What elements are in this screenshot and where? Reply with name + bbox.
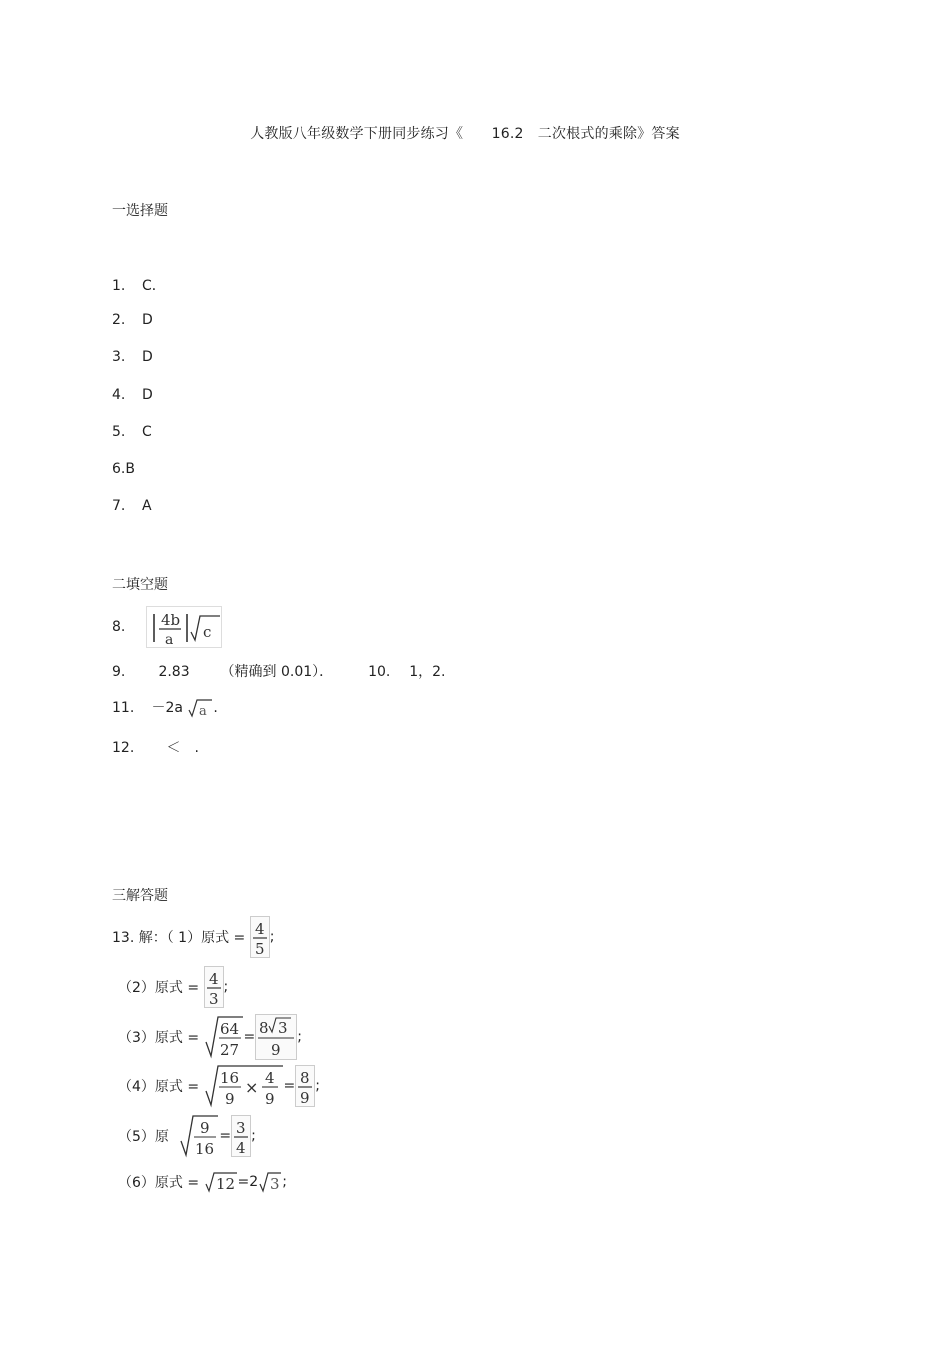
sqrt-16-9-times-4-9-image — [204, 1063, 284, 1109]
svg-text:64: 64 — [219, 1020, 239, 1038]
answer-13-5: （5）原 9 16 = 3 4 ; — [118, 1113, 256, 1159]
answer-9-value: 2.83 — [158, 664, 190, 680]
section-heading-fill: 二填空题 — [112, 577, 168, 593]
svg-text:9: 9 — [264, 1090, 275, 1108]
answer-6: 6.B — [112, 461, 135, 477]
fraction-4-5-image — [250, 916, 270, 958]
answer-8: 8. 4b a c — [112, 606, 222, 648]
svg-text:5: 5 — [254, 940, 265, 958]
fraction-8-9-image — [295, 1065, 315, 1107]
svg-text:9: 9 — [271, 1041, 281, 1059]
answer-13-1: 13. 解：（ 1）原式 = 4 5 ; — [112, 916, 274, 958]
svg-text:4b: 4b — [161, 611, 181, 629]
svg-text:3: 3 — [236, 1119, 246, 1137]
svg-text:4: 4 — [208, 970, 219, 988]
svg-text:9: 9 — [300, 1089, 310, 1107]
svg-text:12: 12 — [215, 1175, 235, 1193]
page-title: 人教版八年级数学下册同步练习《 16.2 二次根式的乘除》答案 — [250, 126, 680, 142]
svg-text:3: 3 — [270, 1175, 280, 1193]
answer-9-10: 9. 2.83 （精确到 0.01）． 10. 1，2. — [112, 664, 446, 680]
fraction-4-3-image — [204, 966, 224, 1008]
answer-3: 3. D — [112, 349, 153, 365]
answer-7: 7. A — [112, 498, 152, 514]
svg-text:8: 8 — [300, 1069, 310, 1087]
answer-10-text: 1，2. — [409, 664, 446, 680]
sqrt-9-16-image — [179, 1113, 219, 1159]
svg-text:16: 16 — [219, 1069, 239, 1087]
svg-text:a: a — [199, 704, 208, 719]
svg-text:9: 9 — [224, 1090, 235, 1108]
answer-4: 4. D — [112, 387, 153, 403]
answer-13-4: （4）原式 = 16 9 × 4 9 = 8 9 ; — [118, 1063, 320, 1109]
answer-2: 2. D — [112, 312, 153, 328]
svg-text:c: c — [203, 623, 212, 641]
svg-text:×: × — [244, 1078, 258, 1097]
svg-text:27: 27 — [219, 1041, 239, 1059]
svg-text:4: 4 — [254, 920, 265, 938]
svg-text:4: 4 — [264, 1069, 275, 1087]
answer-10-num: 10. — [368, 664, 391, 680]
svg-text:16: 16 — [195, 1140, 215, 1158]
section-heading-choice: 一选择题 — [112, 203, 168, 219]
answer-5: 5. C — [112, 424, 152, 440]
answer-13-6: （6）原式 = 12 =2 3 ; — [118, 1170, 287, 1194]
answer-9-precision: 0.01）． — [280, 664, 334, 680]
svg-text:4: 4 — [236, 1139, 246, 1157]
answer-9-note: （精确到 — [220, 664, 277, 680]
svg-text:a: a — [165, 632, 174, 648]
answer-11: 11. －2a a . — [112, 697, 218, 719]
svg-text:3: 3 — [278, 1019, 288, 1037]
section-heading-solve: 三解答题 — [112, 888, 168, 904]
sqrt-3-image — [258, 1170, 282, 1194]
sqrt-a-image — [187, 697, 213, 719]
answer-13-3: （3）原式 = 64 27 = 8 3 9 ; — [118, 1014, 302, 1060]
svg-text:8: 8 — [259, 1019, 269, 1037]
answer-1: 1. C． — [112, 278, 166, 294]
svg-text:9: 9 — [200, 1119, 210, 1137]
svg-text:3: 3 — [208, 990, 219, 1008]
sqrt-12-image — [204, 1170, 238, 1194]
answer-12: 12. ＜ . — [112, 740, 199, 756]
answer-13-2: （2）原式 = 4 3 ; — [118, 966, 228, 1008]
fraction-8sqrt3-9-image — [255, 1014, 297, 1060]
sqrt-64-27-image — [204, 1014, 244, 1060]
fraction-3-4-image — [231, 1115, 251, 1157]
formula-image-8 — [146, 606, 222, 648]
